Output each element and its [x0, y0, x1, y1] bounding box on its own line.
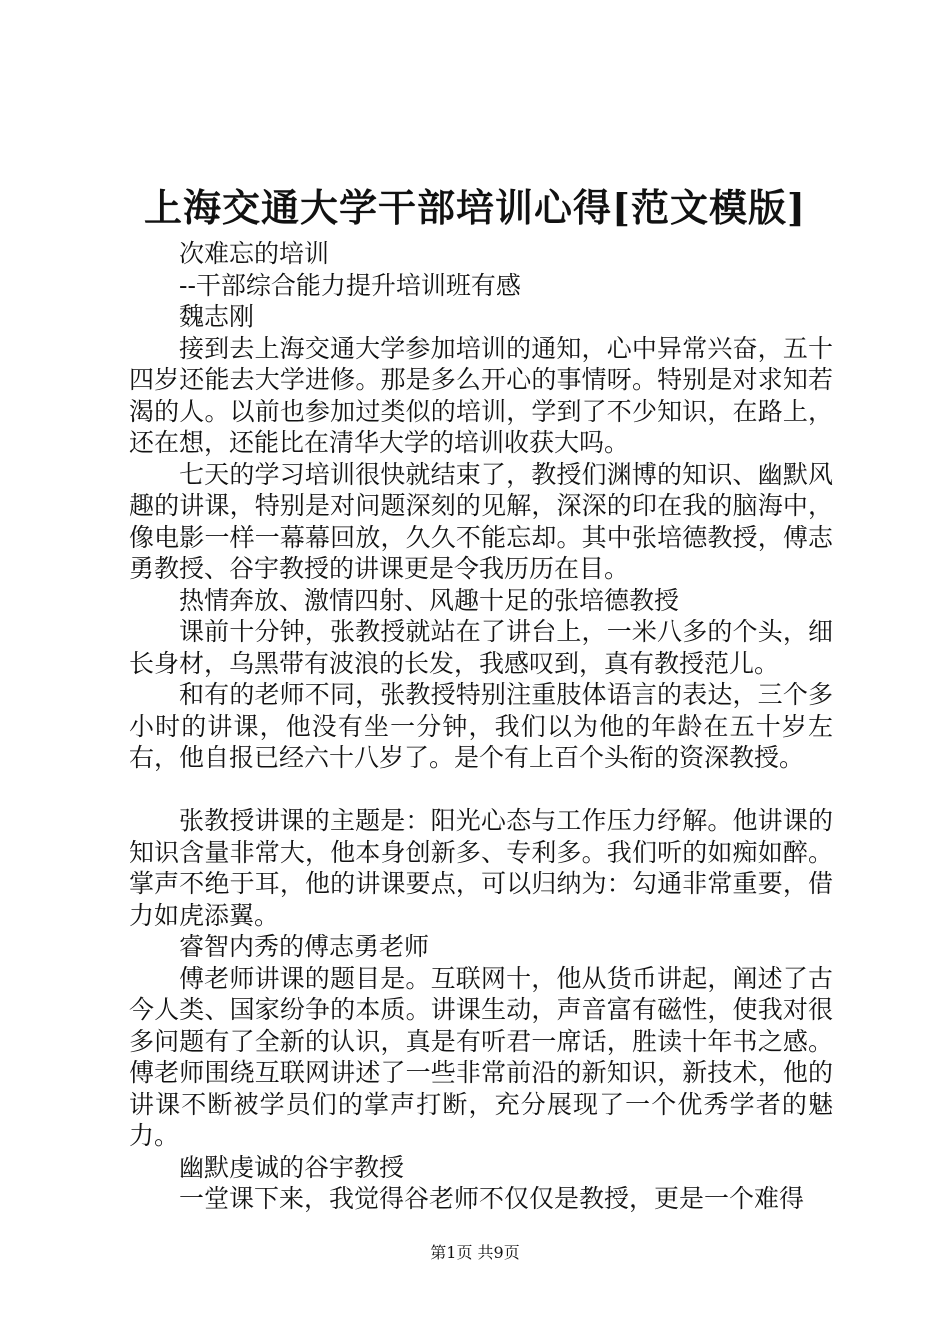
paragraph: 和有的老师不同，张教授特别注重肢体语言的表达，三个多小时的讲课，他没有坐一分钟，我们以为他的年龄在五十岁左右，他自报已经六十八岁了。是个有上百个头衔的资深教授。	[129, 680, 833, 772]
page-footer: 第1页 共9页	[430, 1243, 520, 1262]
section-heading: 幽默虔诚的谷宇教授	[179, 1152, 405, 1182]
section-heading: 睿智内秀的傅志勇老师	[179, 932, 430, 961]
paragraph: 张教授讲课的主题是：阳光心态与工作压力纾解。他讲课的知识含量非常大，他本身创新多、专利多。我们听的如痴如醉。掌声不绝于耳，他的讲课要点，可以归纳为：勾通非常重要，借力如虎添翼。	[129, 806, 833, 930]
paragraph: 傅老师讲课的题目是。互联网十，他从货币讲起，阐述了古今人类、国家纷争的本质。讲课生动，声音富有磁性，使我对很多问题有了全新的认识，真是有听君一席话，胜读十年书之感。傅老师围绕互联网讲述了一些非常前沿的新知识，新技术，他的讲课不断被学员们的掌声打断，充分展现了一个优秀学者的魅力。	[129, 963, 833, 1150]
paragraph: 接到去上海交通大学参加培训的通知，心中异常兴奋，五十四岁还能去大学进修。那是多么开心的事情呀。特别是对求知若渴的人。以前也参加过类似的培训，学到了不少知识，在路上，还在想，还能比在清华大学的培训收获大吗。	[129, 333, 833, 457]
paragraph-subtitle: 次难忘的培训	[179, 239, 330, 268]
document-title: 上海交通大学干部培训心得[范文模版]	[144, 185, 806, 230]
blank-line	[129, 774, 833, 806]
paragraph-author: 魏志刚	[179, 302, 255, 331]
paragraph-subtitle-2: --干部综合能力提升培训班有感	[179, 270, 521, 300]
paragraph: 课前十分钟，张教授就站在了讲台上，一米八多的个头，细长身材，乌黑带有波浪的长发，我感叹到，真有教授范儿。	[129, 617, 833, 678]
paragraph: 一堂课下来，我觉得谷老师不仅仅是教授，更是一个难得	[179, 1184, 805, 1213]
section-heading: 热情奔放、激情四射、风趣十足的张培德教授	[179, 585, 680, 615]
document-body	[129, 238, 833, 1215]
paragraph: 七天的学习培训很快就结束了，教授们渊博的知识、幽默风趣的讲课，特别是对问题深刻的见解，深深的印在我的脑海中，像电影一样一幕幕回放，久久不能忘却。其中张培德教授，傅志勇教授、谷宇教授的讲课更是令我历历在目。	[129, 459, 833, 583]
